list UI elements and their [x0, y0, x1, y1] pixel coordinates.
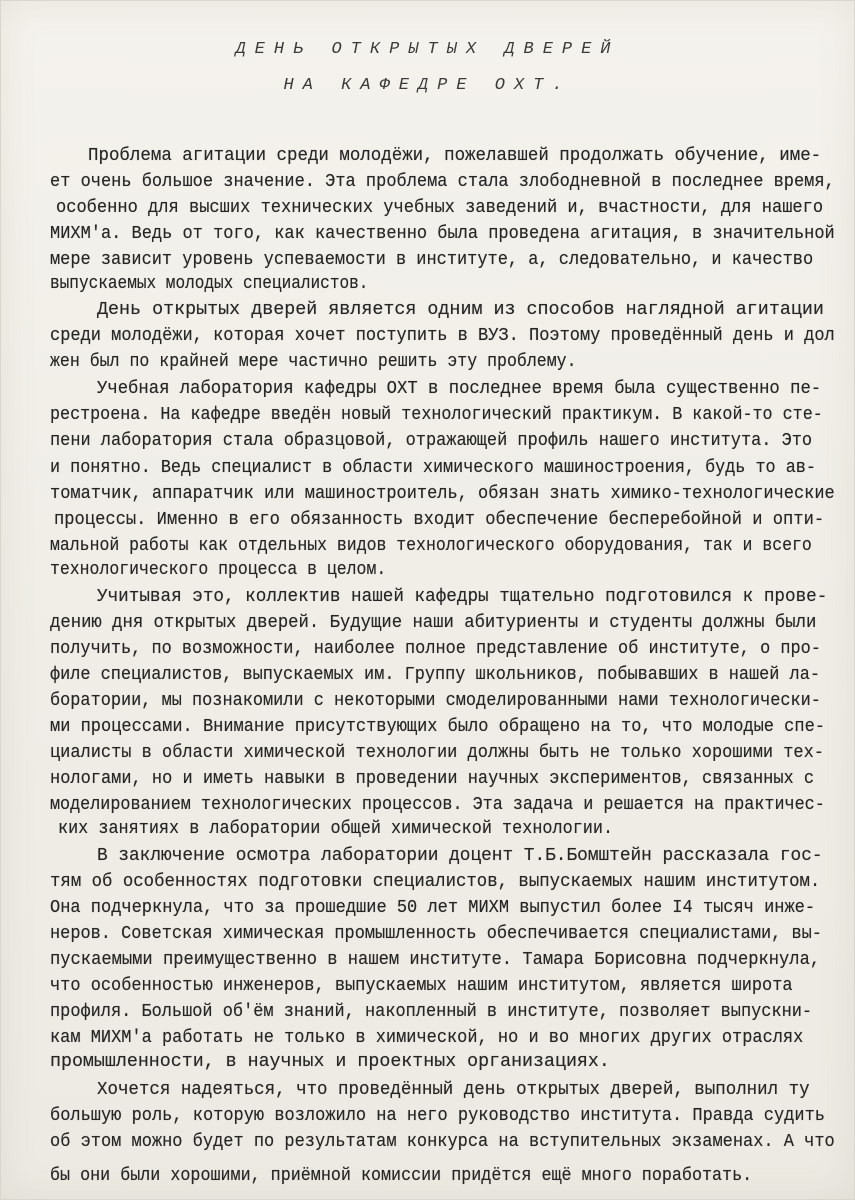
body-line: пени лаборатория стала образцовой, отражающей профиль нашего института. Это: [50, 431, 813, 451]
body-line: циалисты в области химической технологии должны быть не только хорошими тех-: [50, 743, 824, 763]
body-line: особенно для высших технических учебных заведений и, вчастности, для нашего: [56, 198, 824, 218]
body-line: пускаемыми преимущественно в нашем институте. Тамара Борисовна подчеркнула,: [50, 950, 821, 970]
body-line: об этом можно будет по результатам конкурса на вступительных экзаменах. А что: [50, 1132, 835, 1152]
body-line: мальной работы как отдельных видов технологического оборудования, так и всего: [50, 536, 812, 556]
body-line: нологами, но и иметь навыки в проведении научных экспериментов, связанных с: [50, 769, 815, 789]
body-line: МИХМ'а. Ведь от того, как качественно была проведена агитация, в значительной: [50, 224, 835, 244]
body-line: Учебная лаборатория кафедры ОХТ в последнее время была существенно пе-: [97, 379, 822, 399]
body-line: День открытых дверей является одним из способов наглядной агитации: [97, 300, 824, 320]
body-line: процессы. Именно в его обязанность входит обеспечение бесперебойной и опти-: [54, 510, 825, 530]
document-title-line-1: ДЕНЬ ОТКРЫТЫХ ДВЕРЕЙ: [235, 40, 620, 59]
body-line: выпускаемых молодых специалистов.: [50, 274, 369, 294]
body-line: Учитывая это, коллектив нашей кафедры тщательно подготовился к прове-: [97, 587, 828, 607]
body-line: ких занятиях в лаборатории общей химической технологии.: [58, 819, 614, 839]
body-line: большую роль, которую возложило на него руководство института. Правда судить: [50, 1106, 825, 1126]
body-line: Хочется надеяться, что проведённый день открытых дверей, выполнил ту: [97, 1080, 810, 1100]
body-line: рестроена. На кафедре введён новый технологический практикум. В какой-то сте-: [50, 405, 823, 425]
body-line: моделированием технологических процессов. Эта задача и решается на практичес-: [50, 795, 825, 815]
body-line: что особенностью инженеров, выпускаемых нашим институтом, является широта: [50, 976, 793, 996]
body-line: В заключение осмотра лаборатории доцент Т.Б.Бомштейн рассказала гос-: [97, 846, 823, 866]
body-line: технологического процесса в целом.: [50, 560, 387, 580]
body-line: Она подчеркнула, что за прошедшие 50 лет МИХМ выпустил более I4 тысяч инже-: [50, 898, 816, 918]
body-line: мере зависит уровень успеваемости в институте, а, следовательно, и качество: [50, 250, 814, 270]
body-line: ми процессами. Внимание присутствующих было обращено на то, что молодые спе-: [50, 717, 825, 737]
body-line: жен был по крайней мере частично решить эту проблему.: [50, 352, 577, 372]
body-line: Проблема агитации среди молодёжи, пожелавшей продолжать обучение, име-: [88, 146, 822, 166]
body-line: дению дня открытых дверей. Будущие наши абитуриенты и студенты должны были: [50, 613, 817, 633]
document-title-line-2: НА КАФЕДРЕ ОХТ.: [283, 76, 572, 95]
body-line: неров. Советская химическая промышленность обеспечивается специалистами, вы-: [50, 924, 822, 944]
body-line: промышленности, в научных и проектных организациях.: [50, 1052, 610, 1072]
body-line: и понятно. Ведь специалист в области химического машиностроения, будь то ав-: [50, 458, 816, 478]
body-line: среди молодёжи, которая хочет поступить в ВУЗ. Поэтому проведённый день и дол: [50, 326, 835, 346]
body-line: филе специалистов, выпускаемых им. Группу школьников, побывавших в нашей ла-: [50, 665, 820, 685]
body-line: кам МИХМ'а работать не только в химической, но и во многих других отраслях: [50, 1028, 804, 1048]
body-line: профиля. Большой об'ём знаний, накопленный в институте, позволяет выпускни-: [50, 1002, 813, 1022]
body-line: тям об особенностях подготовки специалистов, выпускаемых нашим институтом.: [50, 872, 821, 892]
body-line: боратории, мы познакомили с некоторыми смоделированными нами технологически-: [50, 691, 821, 711]
body-line: ет очень большое значение. Эта проблема стала злободневной в последнее время,: [50, 172, 835, 192]
body-line: бы они были хорошими, приёмной комиссии придётся ещё много поработать.: [50, 1166, 753, 1186]
body-line: томатчик, аппаратчик или машиностроитель, обязан знать химико-технологические: [50, 484, 835, 504]
body-line: получить, по возможности, наиболее полное представление об институте, о про-: [50, 639, 821, 659]
